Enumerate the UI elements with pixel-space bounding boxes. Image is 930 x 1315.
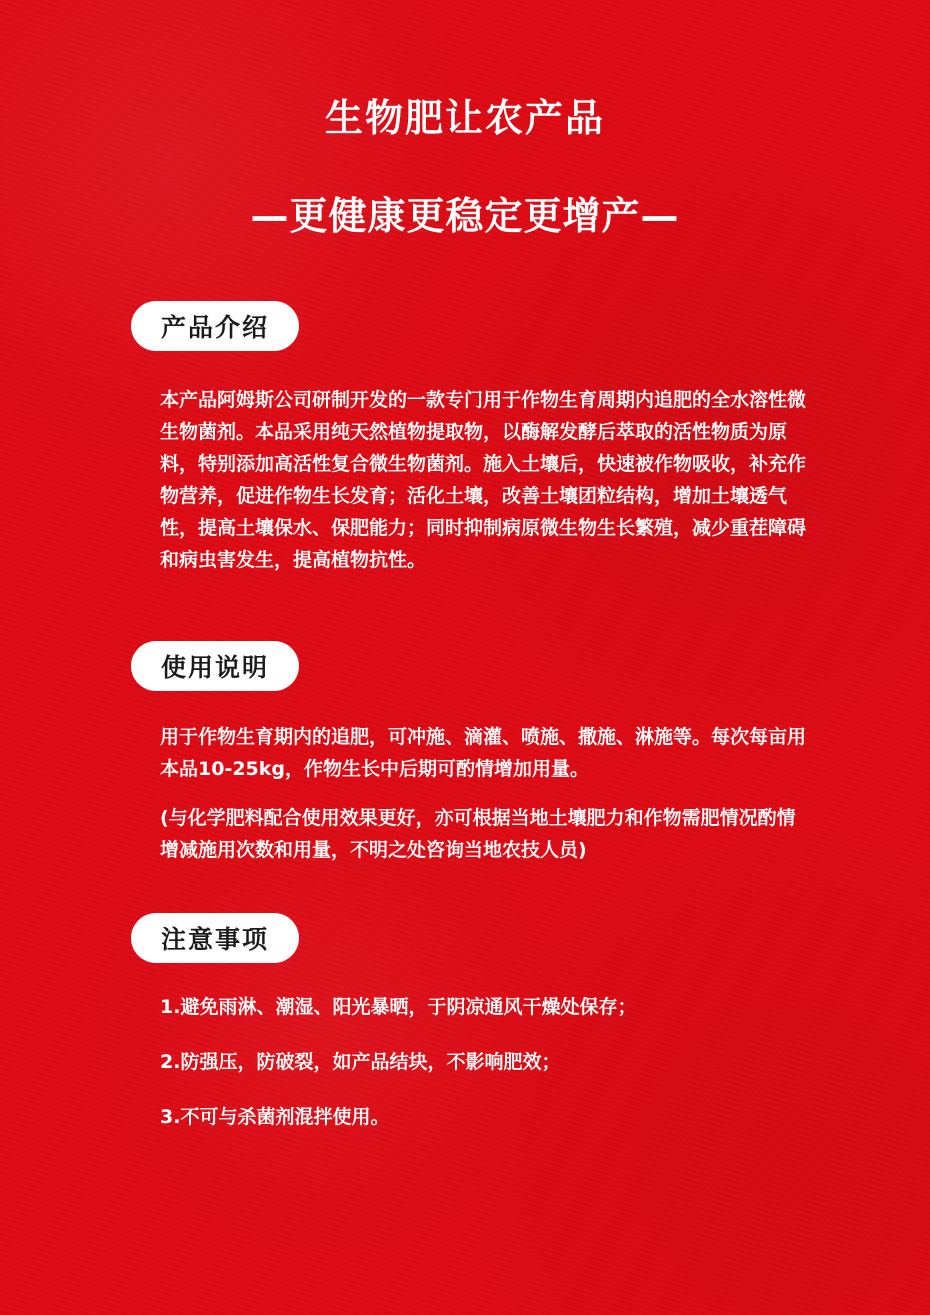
intro-paragraph: 本产品阿姆斯公司研制开发的一款专门用于作物生育周期内追肥的全水溶性微生物菌剂。本品采用纯天然植物提取物，以酶解发酵后萃取的活性物质为原料，特别添加高活性复合微生物菌剂。施入土壤后，快速被作物吸收，补充作物营养，促进作物生长发育；活化土壤，改善土壤团粒结构，增加土壤透气性，提高土壤保水、保肥能力；同时抑制病原微生物生长繁殖，减少重茬障碍和病虫害发生，提高植物抗性。 (160, 389, 807, 571)
usage-paragraph: 用于作物生育期内的追肥，可冲施、滴灌、喷施、撒施、淋施等。每次每亩用本品10-25kg，作物生长中后期可酌情增加用量。 (160, 726, 807, 780)
notice-item: 3.不可与杀菌剂混拌使用。 (160, 1106, 390, 1128)
page-title: 生物肥让农产品 (324, 96, 605, 140)
section-heading-intro: 产品介绍 (131, 301, 299, 351)
usage-note-paragraph: (与化学肥料配合使用效果更好，亦可根据当地土壤肥力和作物需肥情况酌情增减施用次数和用量，不明之处咨询当地农技人员) (160, 807, 796, 861)
notice-item: 2.防强压，防破裂，如产品结块，不影响肥效； (160, 1051, 561, 1073)
section-heading-usage: 使用说明 (131, 641, 299, 691)
notice-list (160, 993, 810, 1158)
page-subtitle: —更健康更稳定更增产— (250, 194, 680, 238)
section-heading-notice: 注意事项 (131, 913, 299, 963)
notice-item: 1.避免雨淋、潮湿、阳光暴晒，于阴凉通风干燥处保存； (160, 996, 637, 1018)
